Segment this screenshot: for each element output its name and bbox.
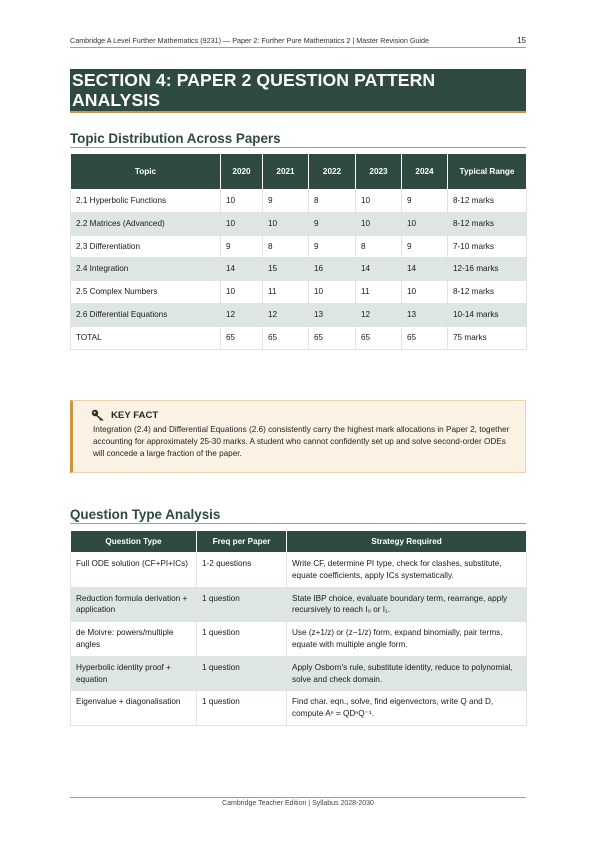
table-row — [71, 258, 527, 281]
table-row — [71, 235, 527, 258]
column-header: Freq per Paper — [197, 531, 287, 553]
column-header: Typical Range — [448, 154, 527, 190]
section-banner — [70, 69, 526, 113]
column-header: Topic — [71, 154, 221, 190]
table-header-row — [71, 531, 527, 553]
table-cell: 9 — [309, 235, 356, 258]
table-cell: 1 question — [197, 656, 287, 691]
table-cell: de Moivre: powers/multiple angles — [71, 622, 197, 657]
table-cell: Apply Osborn's rule, substitute identity, reduce to polynomial, solve and check domain. — [287, 656, 527, 691]
table-cell: 65 — [356, 326, 402, 349]
table-cell: 7-10 marks — [448, 235, 527, 258]
table-cell: 11 — [263, 281, 309, 304]
table-cell: 12-16 marks — [448, 258, 527, 281]
table-cell: 10 — [221, 212, 263, 235]
table-cell: 2.5 Complex Numbers — [71, 281, 221, 304]
table-cell: 65 — [263, 326, 309, 349]
table-cell: 2.2 Matrices (Advanced) — [71, 212, 221, 235]
page-footer: Cambridge Teacher Edition | Syllabus 2028-2030 — [70, 797, 526, 807]
table-header-row — [71, 154, 527, 190]
table-cell: 10 — [309, 281, 356, 304]
key-fact-body: Integration (2.4) and Differential Equations (2.6) consistently carry the highest mark allocations in Paper 2, together accounting for approximately 25-30 marks. A student who cannot confidently set up and solve second-order ODEs will concede a large fraction of the paper. — [93, 425, 510, 458]
table-row — [71, 656, 527, 691]
table-cell: 8 — [309, 190, 356, 213]
table-cell: 12 — [221, 303, 263, 326]
table-cell: 8-12 marks — [448, 190, 527, 213]
table-cell: 75 marks — [448, 326, 527, 349]
page-header — [70, 36, 526, 48]
table-row — [71, 691, 527, 726]
table-cell: 14 — [402, 258, 448, 281]
question-type-table — [70, 530, 527, 726]
table-cell: 10 — [402, 281, 448, 304]
table-cell: 65 — [309, 326, 356, 349]
table-cell: 9 — [263, 190, 309, 213]
table-cell: 65 — [402, 326, 448, 349]
table-cell: 1 question — [197, 691, 287, 726]
table-cell: 8 — [356, 235, 402, 258]
table-cell: 8-12 marks — [448, 212, 527, 235]
column-header: 2021 — [263, 154, 309, 190]
table-cell: 10 — [402, 212, 448, 235]
table-cell: 2.6 Differential Equations — [71, 303, 221, 326]
section-title: SECTION 4: PAPER 2 QUESTION PATTERN ANALYSIS — [72, 70, 436, 110]
table-cell: Eigenvalue + diagonalisation — [71, 691, 197, 726]
table-cell: 11 — [356, 281, 402, 304]
table-cell: 65 — [221, 326, 263, 349]
column-header: 2020 — [221, 154, 263, 190]
table-row — [71, 622, 527, 657]
table-cell: State IBP choice, evaluate boundary term, rearrange, apply recursively to reach I₀ or I₁. — [287, 587, 527, 622]
table-cell: 8 — [263, 235, 309, 258]
table-row — [71, 281, 527, 304]
table-cell: 13 — [309, 303, 356, 326]
column-header: 2023 — [356, 154, 402, 190]
column-header: 2024 — [402, 154, 448, 190]
key-fact-title: KEY FACT — [111, 409, 159, 421]
table-cell: 13 — [402, 303, 448, 326]
table-cell: 10 — [263, 212, 309, 235]
table-cell: 10 — [221, 281, 263, 304]
table-row — [71, 303, 527, 326]
column-header: Strategy Required — [287, 531, 527, 553]
table-cell: Reduction formula derivation + application — [71, 587, 197, 622]
key-icon — [91, 409, 105, 421]
table-cell: 12 — [263, 303, 309, 326]
topic-distribution-table — [70, 153, 527, 350]
table-row — [71, 190, 527, 213]
table-cell: 10 — [356, 212, 402, 235]
table-cell: 1 question — [197, 587, 287, 622]
table-cell: 2.4 Integration — [71, 258, 221, 281]
topic-distribution-heading: Topic Distribution Across Papers — [70, 131, 526, 148]
table-cell: 16 — [309, 258, 356, 281]
table-cell: 10-14 marks — [448, 303, 527, 326]
table-cell: 15 — [263, 258, 309, 281]
table-cell: 9 — [221, 235, 263, 258]
table-cell: Full ODE solution (CF+PI+ICs) — [71, 553, 197, 588]
table-cell: 10 — [221, 190, 263, 213]
table-cell: 1-2 questions — [197, 553, 287, 588]
table-cell: Write CF, determine PI type, check for clashes, substitute, equate coefficients, apply ICs systematically. — [287, 553, 527, 588]
table-cell: 12 — [356, 303, 402, 326]
page-number: 15 — [517, 36, 526, 45]
table-cell: 10 — [356, 190, 402, 213]
key-fact-callout — [70, 400, 526, 473]
table-cell: TOTAL — [71, 326, 221, 349]
table-cell: 9 — [402, 190, 448, 213]
table-cell: 2.3 Differentiation — [71, 235, 221, 258]
table-cell: 9 — [402, 235, 448, 258]
table-cell: Use (z+1/z) or (z−1/z) form, expand binomially, pair terms, equate with multiple angle form. — [287, 622, 527, 657]
question-type-heading: Question Type Analysis — [70, 507, 526, 524]
table-row — [71, 587, 527, 622]
column-header: 2022 — [309, 154, 356, 190]
column-header: Question Type — [71, 531, 197, 553]
table-cell: 2.1 Hyperbolic Functions — [71, 190, 221, 213]
table-cell: 9 — [309, 212, 356, 235]
running-title: Cambridge A Level Further Mathematics (9231) — Paper 2: Further Pure Mathematics 2 | Master Revision Guide — [70, 36, 429, 45]
table-cell: 14 — [356, 258, 402, 281]
key-fact-header — [91, 409, 515, 421]
table-row — [71, 326, 527, 349]
table-cell: Hyperbolic identity proof + equation — [71, 656, 197, 691]
table-cell: Find char. eqn., solve, find eigenvectors, write Q and D, compute Aⁿ = QDⁿQ⁻¹. — [287, 691, 527, 726]
table-cell: 14 — [221, 258, 263, 281]
table-row — [71, 212, 527, 235]
table-cell: 8-12 marks — [448, 281, 527, 304]
table-cell: 1 question — [197, 622, 287, 657]
table-row — [71, 553, 527, 588]
